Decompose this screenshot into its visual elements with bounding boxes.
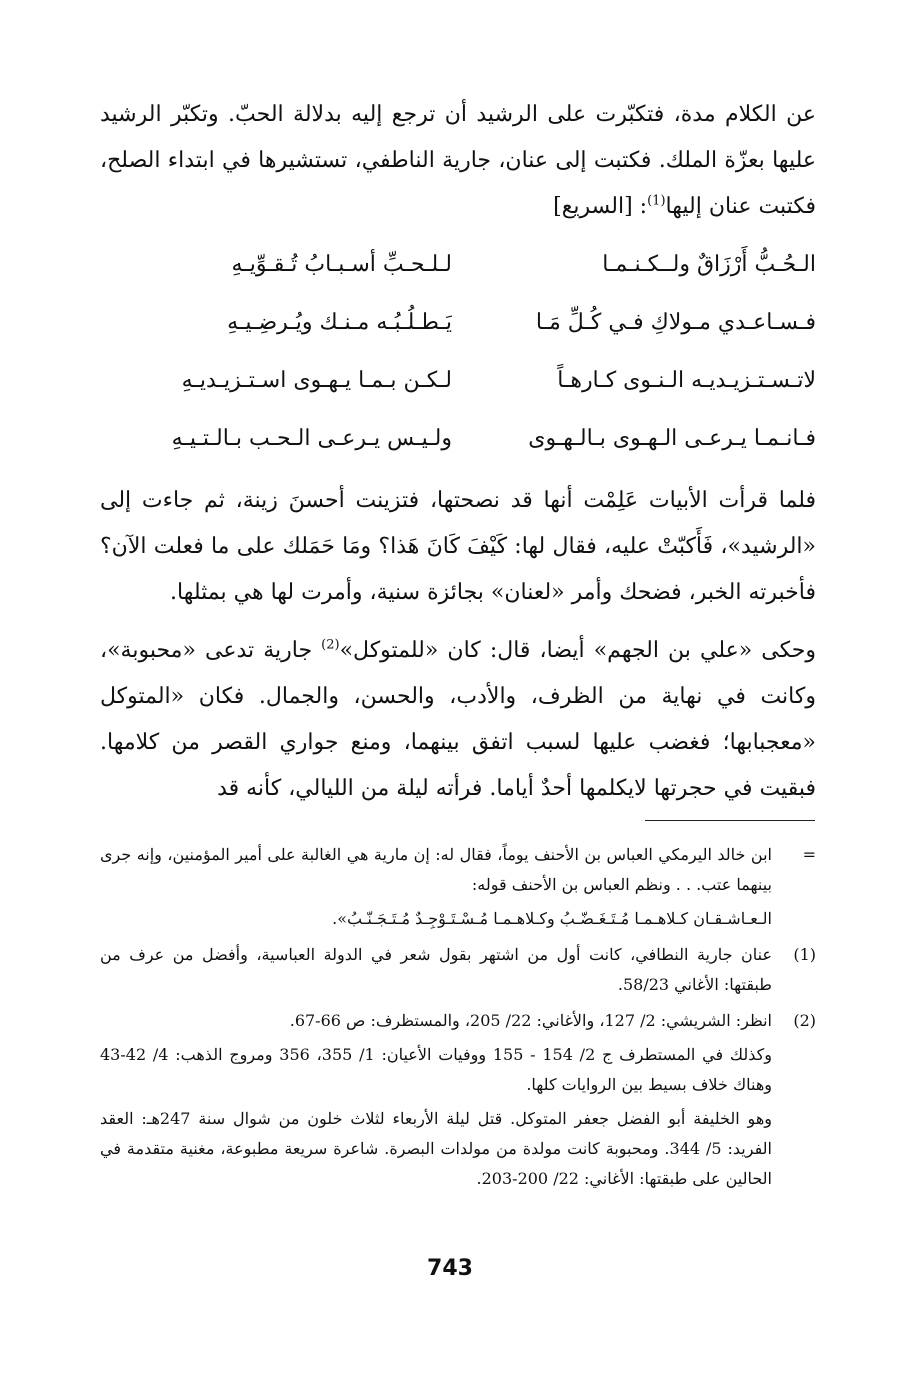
footnote-line: انظر: الشريشي: 2/ 127، والأغاني: 22/ 205، والمستظرف: ص 66-67. (289, 1011, 772, 1030)
footnote-line: وكذلك في المستطرف ج 2/ 154 - 155 ووفيات الأعيان: 1/ 355، 356 ومروج الذهب: 4/ 42-43 وهناك خلاف بسيط بين الروايات كلها. (100, 1045, 773, 1094)
main-text (100, 92, 816, 812)
verse (100, 294, 816, 352)
verse-hemistich-left: لـكـن بـمـا يـهـوى اسـتـزيـديـهِ (181, 368, 452, 393)
footnote-marker: = (802, 845, 816, 864)
footnote-line: وهو الخليفة أبو الفضل جعفر المتوكل. قتل ليلة الأربعاء لثلاث خلون من شوال سنة 247هـ: العقد الفريد: 5/ 344. ومحبوبة كانت مولدة من مولدات البصرة. شاعرة سريعة مطبوعة، مغنية متقدمة في الحالين على طبقتها: الأغاني: 22/ 200-203. (100, 1109, 772, 1188)
verse-hemistich-left: لـلـحـبِّ أسـبـابُ تُـقـوِّيـهِ (231, 252, 452, 277)
paragraph-3 (100, 628, 816, 812)
footnote-marker: (1) (793, 945, 816, 964)
footnotes (100, 840, 816, 1200)
meter-label: : [السريع] (553, 194, 648, 219)
verse-hemistich-right: فـانـمـا يـرعـى الـهـوى بـالـهـوى (528, 426, 816, 451)
paragraph-2: فلما قرأت الأبيات عَلِمْت أنها قد نصحتها، فتزينت أحسنَ زينة، ثم جاءت إلى «الرشيد»، فَأَكبّتْ عليه، فقال لها: كَيْفَ كَانَ هَذا؟ ومَا حَمَلك على ما فعلت الآن؟ فأخبرته الخبر، فضحك وأمر «لعنان» بجائزة سنية، وأمرت لها هي بمثلها. (100, 488, 816, 605)
verse (100, 410, 816, 468)
footnote-line: ابن خالد اليرمكي العباس بن الأحنف يوماً، فقال له: إن مارية هي الغالبة على أمير المؤمنين، وإنه جرى بينهما عتب. . . ونظم العباس بن الأحنف قوله: (100, 845, 772, 894)
footnote-line: الـعـاشـقـان كـلاهـمـا مُـتَـغَـضّـبُ وكـلاهـمـا مُـسْـتَـوْجِـدٌ مُـتَـجَـنّـبُ». (332, 909, 772, 928)
page-number: 743 (427, 1256, 473, 1281)
paragraph-3-before: وحكى «علي بن الجهم» أيضا، قال: كان «للمتوكل» (339, 638, 816, 663)
paragraph-1 (100, 92, 816, 230)
verse-hemistich-left: يَـطـلُـبُـه مـنـك ويُـرضِـيـهِ (227, 310, 452, 335)
footnote-body (100, 940, 772, 1000)
verse-hemistich-right: فـسـاعـدي مـولاكِ فـي كُـلِّ مَـا (535, 310, 816, 335)
footnote-divider (645, 820, 815, 821)
verse (100, 236, 816, 294)
footnote-2 (100, 1006, 816, 1194)
paragraph-1-text: عن الكلام مدة، فتكبّرت على الرشيد أن ترجع إليه بدلالة الحبّ. وتكبّر الرشيد عليها بعزّة الملك. فكتبت إلى عنان، جارية الناطفي، تستشيرها في ابتداء الصلح، فكتبت عنان إليها (100, 102, 816, 219)
poem (100, 236, 816, 468)
verse-hemistich-right: الـحُـبُّ أَرْزَاقٌ ولــكـنـمـا (602, 252, 816, 277)
footnote-marker: (2) (793, 1011, 816, 1030)
note-ref-2[interactable]: (2) (321, 637, 340, 653)
footnote-body (100, 1006, 772, 1194)
paragraph-3-after: جارية تدعى «محبوبة»، وكانت في نهاية من الظرف، والأدب، والحسن، والجمال. فكان «المتوكل «معجبابها؛ فغضب عليها لسبب اتفق بينهما، ومنع جواري القصر من كلامها. فبقيت في حجرتها لايكلمها أحدٌ أياما. فرأته ليلة من الليالي، كأنه قد (100, 638, 816, 801)
verse (100, 352, 816, 410)
verse-hemistich-right: لاتـسـتـزيـديـه الـنـوى كـارهـاً (557, 368, 816, 393)
footnote-line: عنان جارية النطافي، كانت أول من اشتهر بقول شعر في الدولة العباسية، وأفضل من عرف من طبقتها: الأغاني 58/23. (100, 945, 772, 994)
verse-hemistich-left: ولـيـس يـرعـى الـحـب بـالـتـيـهِ (171, 426, 452, 451)
footnote-1 (100, 940, 816, 1000)
note-ref-1[interactable]: (1) (647, 193, 666, 209)
footnote-body (100, 840, 772, 934)
footnote-continued (100, 840, 816, 934)
